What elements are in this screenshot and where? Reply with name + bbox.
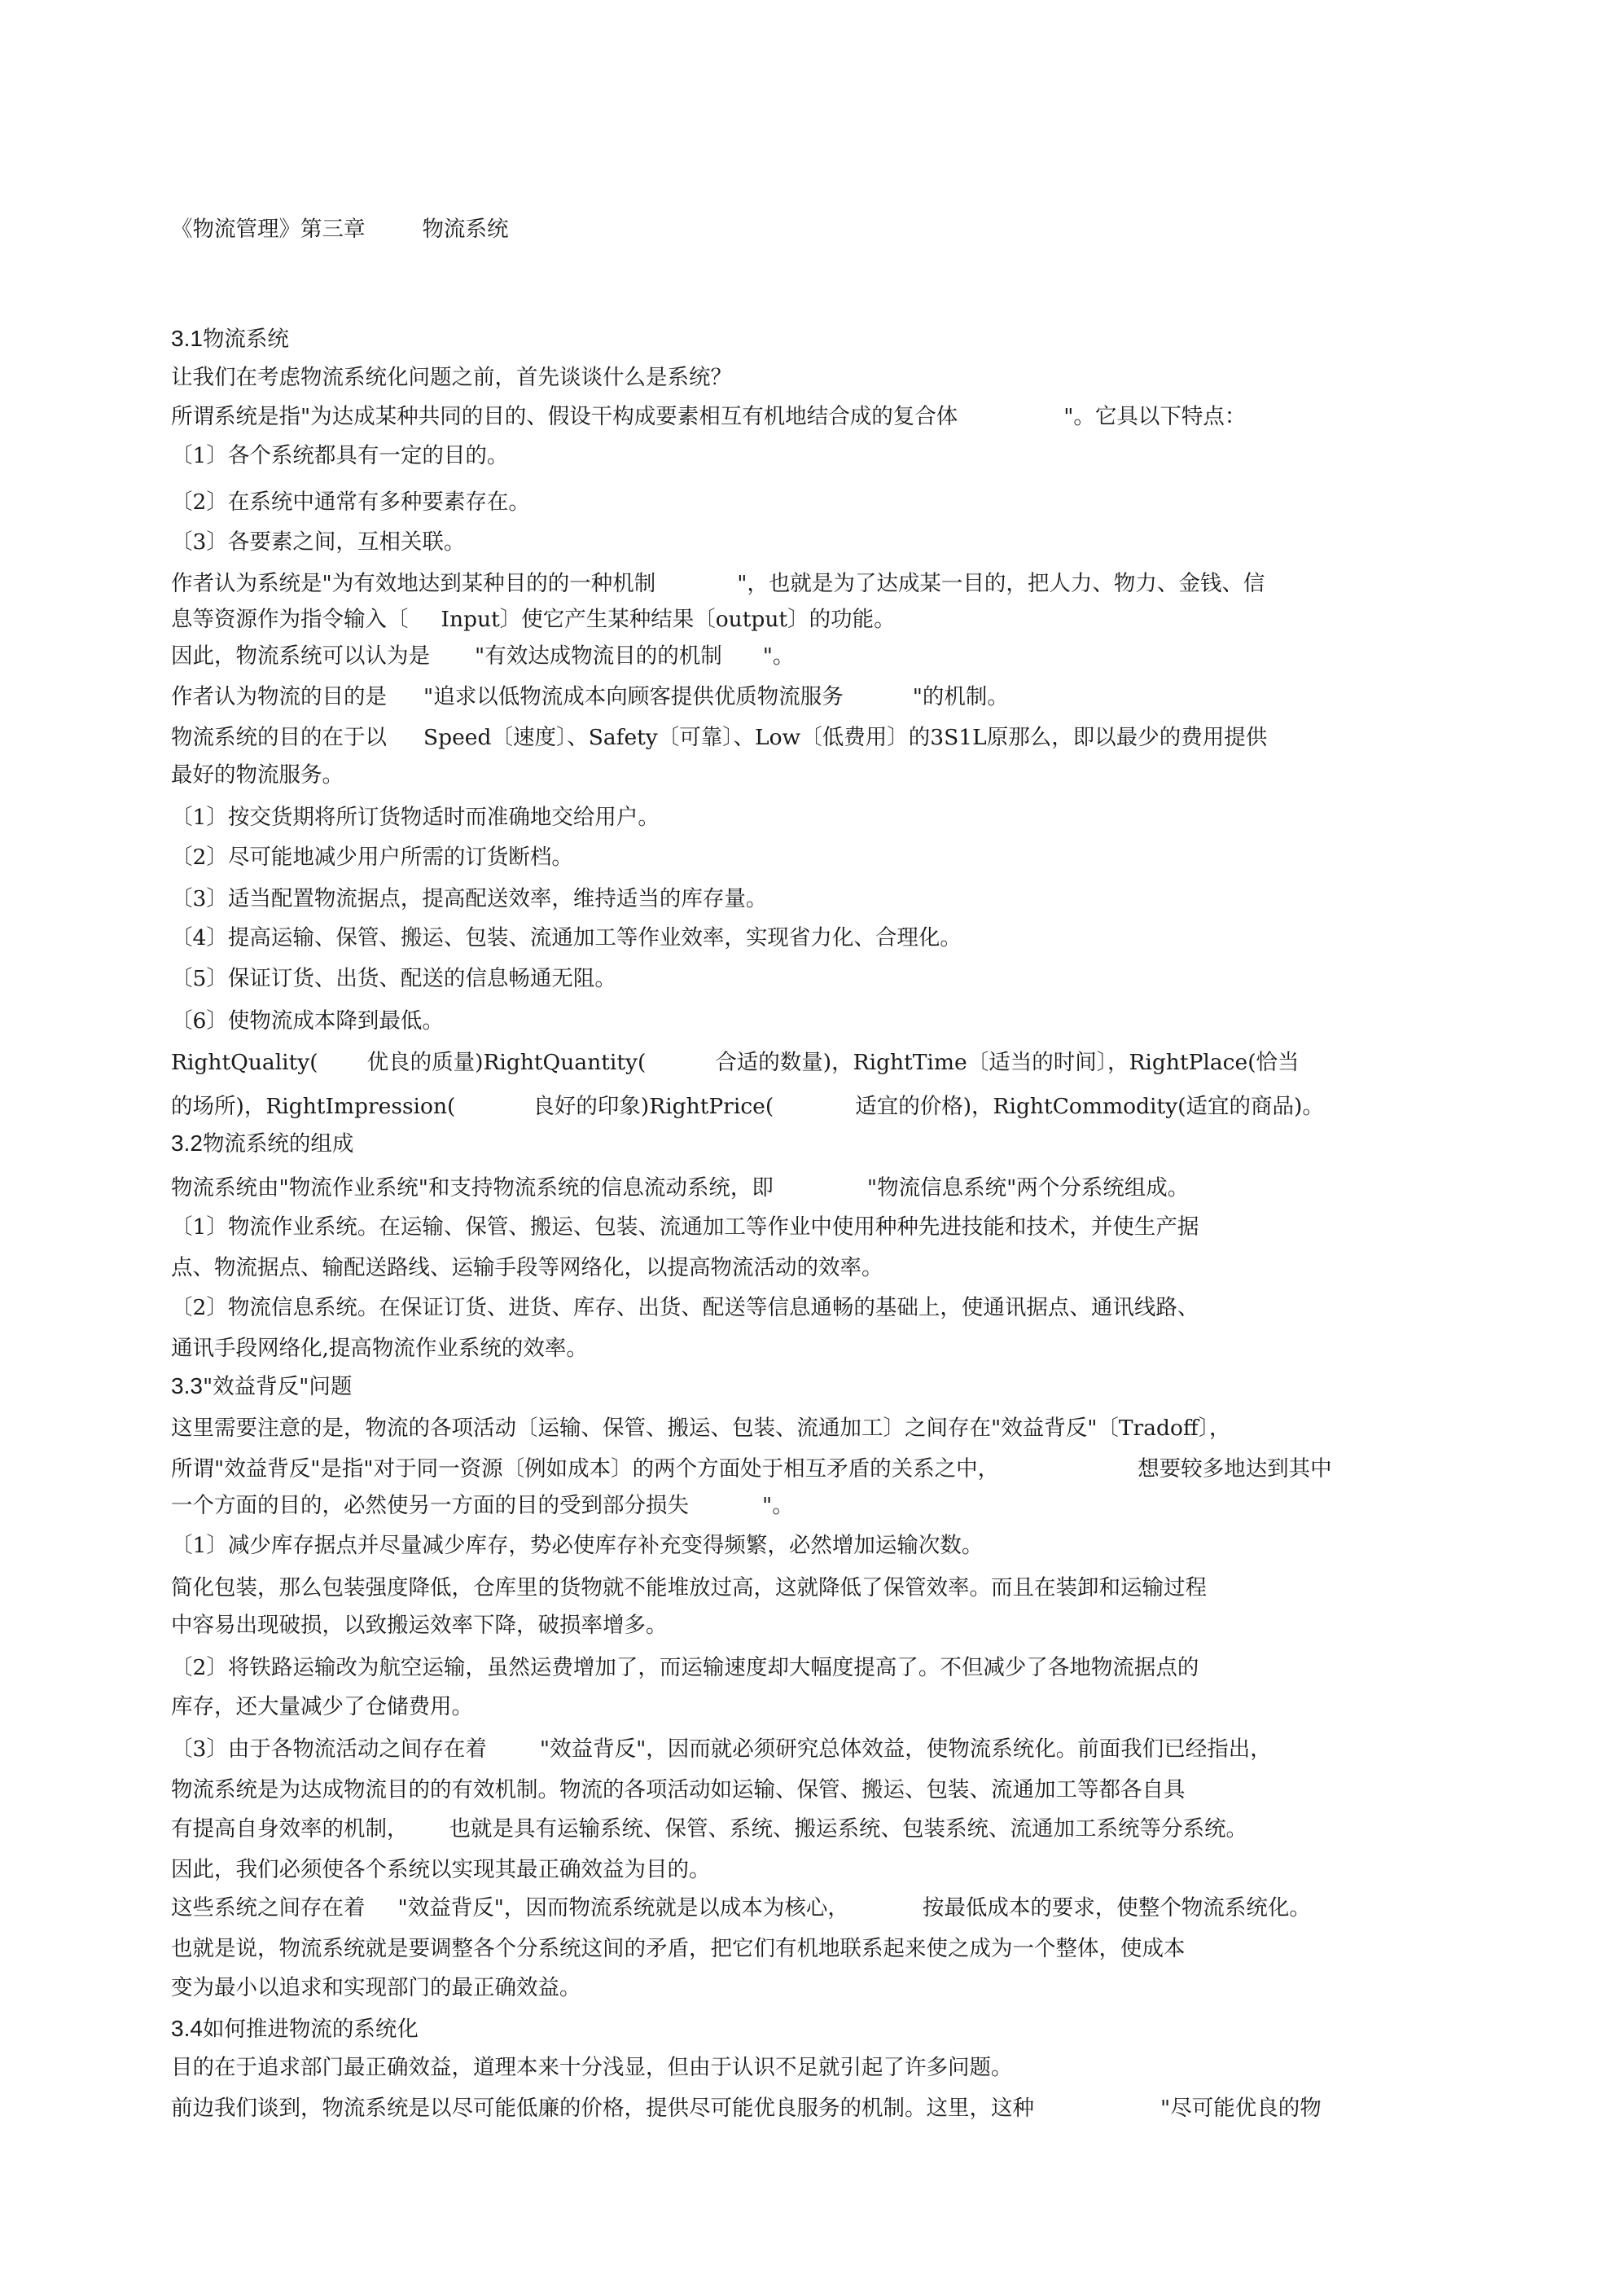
paragraph-line: 点、物流据点、输配送路线、运输手段等网络化，以提高物流活动的效率。	[171, 1255, 883, 1280]
list-item: 〔2〕在系统中通常有多种要素存在。	[171, 489, 530, 515]
paragraph-line: 也就是说，物流系统就是要调整各个分系统这间的矛盾，把它们有机地联系起来使之成为一个整体，使成本	[171, 1936, 1186, 1961]
title-topic: 物流系统	[422, 217, 509, 242]
list-item: 〔1〕物流作业系统。在运输、保管、搬运、包装、流通加工等作业中使用种种先进技能和技术，并使生产据	[171, 1214, 1199, 1240]
paragraph-line: 作者认为系统是"为有效地达到某种目的的一种机制 "，也就是为了达成某一目的，把人力、物力、金钱、信	[171, 571, 1265, 596]
paragraph-line: 库存，还大量减少了仓储费用。	[171, 1694, 473, 1719]
paragraph-line: 通讯手段网络化,提高物流作业系统的效率。	[171, 1336, 588, 1361]
list-item: 〔2〕物流信息系统。在保证订货、进货、库存、出货、配送等信息通畅的基础上，使通讯据点、通讯线路、	[171, 1295, 1199, 1320]
paragraph-line: 因此，物流系统可以认为是 "有效达成物流目的的机制 "。	[171, 643, 795, 669]
paragraph-line: 简化包装，那么包装强度降低，仓库里的货物就不能堆放过高，这就降低了保管效率。而且在装卸和运输过程	[171, 1575, 1207, 1600]
paragraph-line: 最好的物流服务。	[171, 762, 344, 788]
list-item: 〔2〕尽可能地减少用户所需的订货断档。	[171, 845, 573, 870]
paragraph-line: 中容易出现破损，以致搬运效率下降，破损率增多。	[171, 1613, 668, 1638]
list-item: 〔3〕适当配置物流据点，提高配送效率，维持适当的库存量。	[171, 886, 768, 911]
paragraph-line: 物流系统是为达成物流目的的有效机制。物流的各项活动如运输、保管、搬运、包装、流通加工等都各自具	[171, 1777, 1186, 1802]
paragraph-line: 作者认为物流的目的是 "追求以低物流成本向顾客提供优质物流服务 "的机制。	[171, 684, 1009, 709]
list-item: 〔2〕将铁路运输改为航空运输，虽然运费增加了，而运输速度却大幅度提高了。不但减少了各地物流据点的	[171, 1655, 1199, 1680]
paragraph-line: 有提高自身效率的机制， 也就是具有运输系统、保管、系统、搬运系统、包装系统、流通加工系统等分系统。	[171, 1816, 1247, 1842]
section-heading-3-3: 3.3"效益背反"问题	[171, 1373, 353, 1399]
paragraph-line: 这里需要注意的是，物流的各项活动〔运输、保管、搬运、包装、流通加工〕之间存在"效益背反"〔Tradoff〕，	[171, 1416, 1231, 1441]
paragraph-line: 所谓系统是指"为达成某种共同的目的、假设干构成要素相互有机地结合成的复合体 "。它具以下特点：	[171, 404, 1247, 429]
document-title	[171, 215, 509, 244]
paragraph-line: 所谓"效益背反"是指"对于同一资源〔例如成本〕的两个方面处于相互矛盾的关系之中， 想要较多地达到其中	[171, 1456, 1332, 1482]
section-heading-3-4: 3.4如何推进物流的系统化	[171, 2016, 419, 2042]
paragraph-line: 的场所)，RightImpression( 良好的印象)RightPrice( 适宜的价格)，RightCommodity(适宜的商品)。	[171, 1094, 1324, 1119]
paragraph-line: 物流系统的目的在于以 Speed〔速度〕、Safety〔可靠〕、Low〔低费用〕的3S1L原那么，即以最少的费用提供	[171, 725, 1268, 750]
paragraph-line: 目的在于追求部门最正确效益，道理本来十分浅显，但由于认识不足就引起了许多问题。	[171, 2055, 1013, 2080]
paragraph-line: 因此，我们必须使各个系统以实现其最正确效益为目的。	[171, 1857, 711, 1882]
list-item: 〔5〕保证订货、出货、配送的信息畅通无阻。	[171, 966, 616, 991]
list-item: 〔1〕各个系统都具有一定的目的。	[171, 443, 509, 468]
title-chapter: 《物流管理》第三章	[171, 217, 366, 242]
paragraph-line: 息等资源作为指令输入〔 Input〕使它产生某种结果〔output〕的功能。	[171, 607, 896, 632]
list-item: 〔3〕由于各物流活动之间存在着 "效益背反"，因而就必须研究总体效益，使物流系统化。前面我们已经指出，	[171, 1736, 1272, 1762]
section-heading-3-2: 3.2物流系统的组成	[171, 1130, 354, 1157]
paragraph-line: 变为最小以追求和实现部门的最正确效益。	[171, 1975, 581, 2000]
paragraph-line: 这些系统之间存在着 "效益背反"，因而物流系统就是以成本为核心， 按最低成本的要求，使整个物流系统化。	[171, 1895, 1311, 1921]
list-item: 〔3〕各要素之间，互相关联。	[171, 529, 466, 555]
paragraph-line: 物流系统由"物流作业系统"和支持物流系统的信息流动系统，即 "物流信息系统"两个分系统组成。	[171, 1175, 1190, 1201]
list-item: 〔1〕减少库存据点并尽量减少库存，势必使库存补充变得频繁，必然增加运输次数。	[171, 1533, 984, 1558]
paragraph-line: 前边我们谈到，物流系统是以尽可能低廉的价格，提供尽可能优良服务的机制。这里，这种 "尽可能优良的物	[171, 2096, 1322, 2121]
paragraph-line: 一个方面的目的，必然使另一方面的目的受到部分损失 "。	[171, 1493, 794, 1518]
paragraph-line: 让我们在考虑物流系统化问题之前，首先谈谈什么是系统？	[171, 365, 732, 390]
list-item: 〔4〕提高运输、保管、搬运、包装、流通加工等作业效率，实现省力化、合理化。	[171, 925, 962, 950]
section-heading-3-1: 3.1物流系统	[171, 326, 289, 352]
list-item: 〔1〕按交货期将所订货物适时而准确地交给用户。	[171, 805, 660, 830]
paragraph-line: RightQuality( 优良的质量)RightQuantity( 合适的数量)，RightTime〔适当的时间〕，RightPlace(恰当	[171, 1050, 1300, 1075]
list-item: 〔6〕使物流成本降到最低。	[171, 1008, 444, 1034]
